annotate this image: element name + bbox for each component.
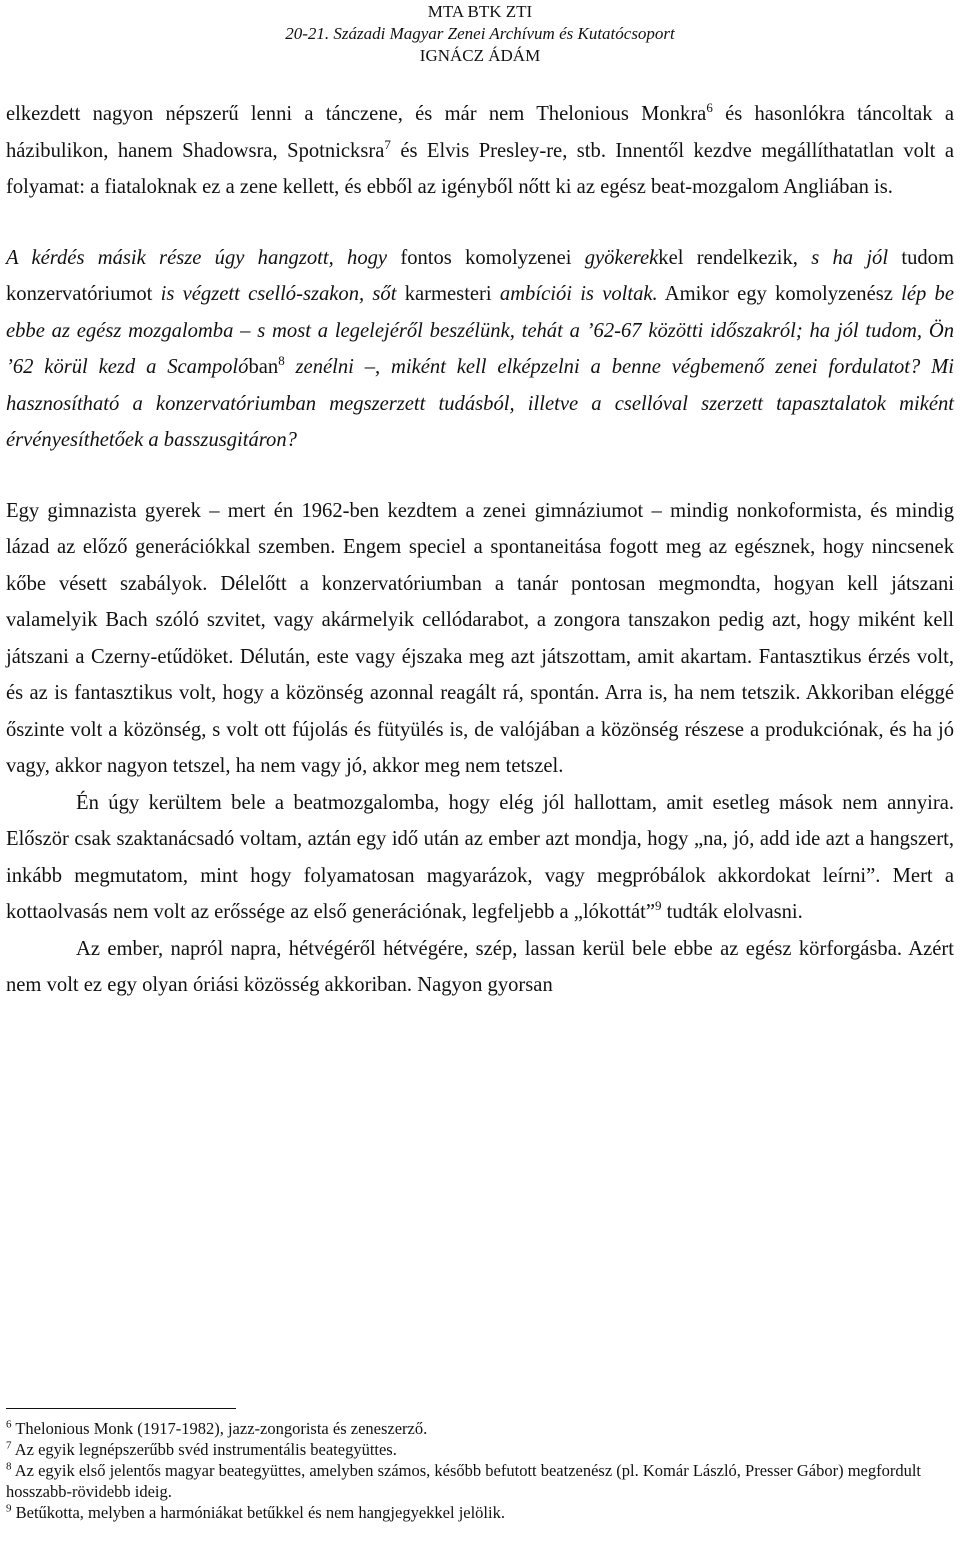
- paragraph-5: Az ember, napról napra, hétvégéről hétvégére, szép, lassan kerül bele ebbe az egész körforgásba. Azért nem volt ez egy olyan óriási közösség akkoriban. Nagyon gyorsan: [6, 937, 954, 996]
- footnote-9: $^9$ Betűkotta, melyben a harmóniákat betűkkel és nem hangjegyekkel jelölik.: [6, 1502, 505, 1522]
- footnote-ref-9[interactable]: 9: [655, 898, 662, 914]
- interview-question: A kérdés másik része úgy hangzott, hogy fontos komolyzenei gyökerekkel rendelkezik, s ha jól tudom konzervatóriumot is végzett cselló-szakon, sőt karmesteri ambíciói is voltak. Amikor egy komolyzenész lép be ebbe az egész mozgalomba – s most a legelejéről beszélünk, tehát a ’62-67 közötti időszakról; ha jól tudom, Ön ’62 körül kezd a Scampolóban$^8$ zenélni –, miként kell elképzelni a benne végbemenő zenei fordulatot? Mi hasznosítható a konzervatóriumban megszerzett tudásból, illetve a csellóval szerzett tapasztalatok miként érvényesíthetőek a basszusgitáron?: [6, 246, 955, 451]
- footnote-7: $^7$ Az egyik legnépszerűbb svéd instrumentális beategyüttes.: [6, 1439, 397, 1459]
- footnotes: [6, 1418, 954, 1523]
- header-research-group: 20-21. Századi Magyar Zenei Archívum és Kutatócsoport: [285, 24, 675, 43]
- paragraph-3: Egy gimnazista gyerek – mert én 1962-ben kezdtem a zenei gimnáziumot – mindig nonkoformista, és mindig lázad az előző generációkkal szemben. Engem speciel a spontaneitása fogott meg az egésznek, hogy nincsenek kőbe vésett szabályok. Délelőtt a konzervatóriumban a tanár pontosan megmondta, hogyan kell játszani valamelyik Bach szóló szvitet, vagy akármelyik cellódarabot, a zongora tanszakon pedig azt, hogy miként kell játszani a Czerny-etűdöket. Délután, este vagy éjszaka meg azt játszottam, amit akartam. Fantasztikus érzés volt, és az is fantasztikus volt, hogy a közönség azonnal reagált rá, spontán. Arra is, ha nem tetszik. Akkoriban eléggé őszinte volt a közönség, s volt ott fújolás és fütyülés is, de valójában a közönség részese a produkciónak, és ha jó vagy, akkor nagyon tetszel, ha nem vagy jó, akkor meg nem tetszel.: [6, 499, 954, 777]
- footnote-ref-8[interactable]: 8: [278, 353, 285, 369]
- header-institution: MTA BTK ZTI: [427, 2, 533, 21]
- footnote-6: $^6$ Thelonious Monk (1917-1982), jazz-zongorista és zeneszerző.: [6, 1418, 428, 1438]
- footnote-divider: [6, 1408, 236, 1409]
- footnote-ref-7[interactable]: 7: [384, 136, 391, 152]
- page-header: [0, 0, 960, 67]
- header-author: IGNÁCZ ÁDÁM: [419, 46, 541, 65]
- footnote-8: $^8$ Az egyik első jelentős magyar beategyüttes, amelyben számos, később befutott beatzenész (pl. Komár László, Presser Gábor) megfordult hosszabb-rövidebb ideig.: [6, 1460, 922, 1501]
- paragraph-4: Én úgy kerültem bele a beatmozgalomba, hogy elég jól hallottam, amit esetleg mások nem annyira. Először csak szaktanácsadó voltam, aztán egy idő után az ember azt mondja, hogy „na, jó, add ide azt a hangszert, inkább megmutatom, mint hogy folyamatosan magyarázok, vagy megpróbálok akkordokat leírni”. Mert a kottaolvasás nem volt az erőssége az első generációnak, legfeljebb a „lókottát”$^9$ tudták elolvasni.: [6, 791, 954, 923]
- document-body: [6, 96, 954, 1004]
- footnote-ref-6[interactable]: 6: [706, 100, 713, 116]
- paragraph-1: elkezdett nagyon népszerű lenni a tánczene, és már nem Thelonious Monkra$^6$ és hasonlókra táncoltak a házibulikon, hanem Shadowsra, Spotnicksra$^7$ és Elvis Presley-re, stb. Innentől kezdve megállíthatatlan volt a folyamat: a fiataloknak ez a zene kellett, és ebből az igényből nőtt ki az egész beat-mozgalom Angliában is.: [6, 100, 954, 198]
